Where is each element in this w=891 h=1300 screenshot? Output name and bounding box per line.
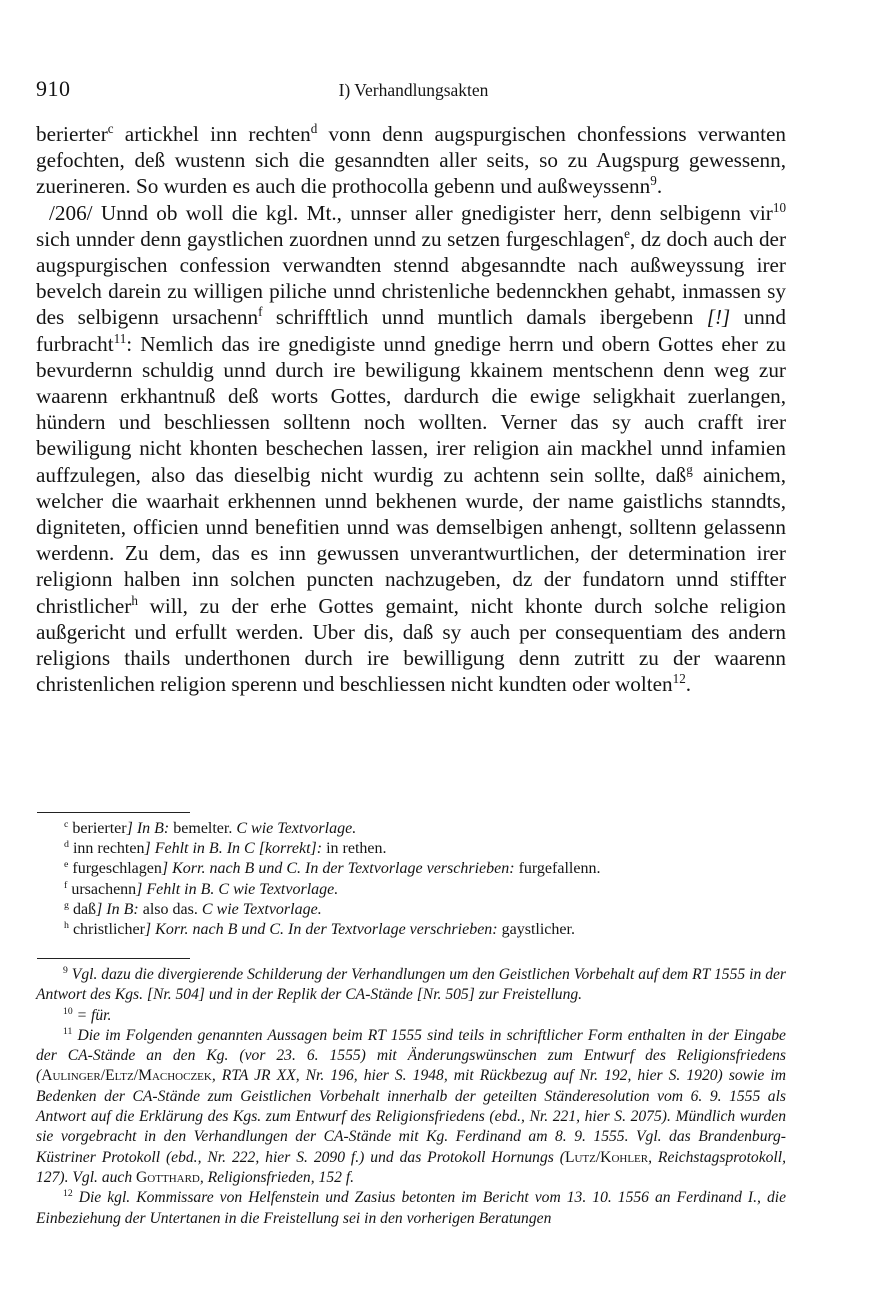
footnote-ref[interactable]: 9 [650,173,657,189]
footnote-number: 10 [63,1005,73,1017]
footnote-11 [36,1026,786,1188]
footnote-number: 12 [63,1188,73,1200]
variant-mark: h [131,592,138,608]
apparatus-mark: d [64,839,69,851]
text-segment: , dz doch auch der augspurgischen confession verwandten stennd abgesanndte nach außweyssung irer bevelch darein zu willigen piliche unnd christenliche bedennckhen gehabt, inmassen sy des selbigenn ursachenn [36,226,786,330]
author-names: Lutz/Kohler [564,1148,649,1166]
footnote-ref[interactable]: 12 [672,671,686,687]
text-segment: . [685,672,692,697]
footnote-rule [37,812,190,813]
footnote-text: Die kgl. Kommissare von Helfenstein und Zasius betonten im Bericht vom 13. 10. 1556 an Ferdinand I., die Einbeziehung der Untertanen in die Freistellung sei in den vorherigen Beratungen [36,1189,786,1227]
running-title: I) Verhandlungsakten [338,80,489,100]
footnote-text: , Reichstagsprotokoll, 127). Vgl. auch [36,1148,786,1186]
apparatus-note: Korr. nach B und C. In der Textvorlage verschrieben: [155,921,498,939]
footnote-text: Vgl. dazu die divergierende Schilderung der Verhandlungen um den Geistlichen Vorbehalt auf dem RT 1555 in der Antwort des Kgs. [Nr. 504] und in der Replik der CA-Stände [Nr. 505] zur Freistellung. [36,966,786,1004]
apparatus-lemma: inn rechten [72,840,145,858]
paragraph-2 [36,200,786,698]
variant-mark: c [107,120,114,136]
text-segment: will, zu der erhe Gottes gemaint, nicht khonte durch solche religion außgericht und erfullt werden. Uber dis, daß sy auch per consequentiam des andern religions thails underthonen durch ire bewilligung denn zutritt zu der waarenn christenlichen religion sperenn und beschliessen nicht kundten oder wolten [36,593,786,697]
apparatus-lemma: furgeschlagen [72,860,162,878]
apparatus-list [36,819,786,940]
variant-mark: d [310,120,318,136]
apparatus-mark: h [64,919,69,931]
author-names: Aulinger/Eltz/Machoczek [41,1067,212,1085]
apparatus-note: Korr. nach B und C. In der Textvorlage verschrieben: [172,860,515,878]
variant-mark: e [624,225,630,241]
text-segment: berierter [36,122,108,146]
apparatus-mark: f [64,879,68,891]
apparatus-reading: bemelter. [173,820,233,837]
text-segment: sich unnder denn gaystlichen zuordnen unnd zu setzen furgeschlagen [36,226,625,251]
text-segment: : Nemlich das ire gnedigiste unnd gnedige herrn und obern Gottes eher zu bevurdernn schuldig unnd durch ire bewiligung kkainem mentschenn denn weg zur waarenn erkhantnuß deß worts Gottes, dardurch die ewige seligkhait zuerlangen, hündern und beschliessen solltenn noch wollten. Verner das sy auch crafft irer bewiligung nicht khonten beschechen lassen, irer religion ain mackhel unnd infamien auffzulegen, also das dieselbig nicht wurdig zu achtenn sein sollte, daß [36,331,786,487]
variant-mark: g [686,461,693,477]
apparatus-note: In B: [106,900,139,918]
footnote-text: Die im Folgenden genannten Aussagen beim RT 1555 sind teils in schriftlicher Form enthalten in der Eingabe der CA-Stände an den Kg. (vor 23. 6. 1555) mit Änderungswünschen zum Entwurf des Religionsfriedens ( [36,1026,786,1085]
text-segment: vonn denn augspurgischen chonfessions verwanten gefochten, deß wustenn sich die gesanndten aller seits, so zu Augspurg gewessenn, zuerineren. So wurden es auch die prothocolla gebenn und außweyssenn [36,122,787,199]
footnote-text: , RTA JR XX, Nr. 196, hier S. 1948, mit Rückbezug auf Nr. 192, hier S. 1920) sowie im Bedenken der CA-Stände zum Geistlichen Vorbehalt innerhalb der geteilten Ständeresolution vom 6. 9. 1555 als Antwort auf die Erklärung des Kgs. zum Entwurf des Religionsfriedens (ebd., Nr. 221, hier S. 2075). Mündlich wurden sie vorgebracht in den Verhandlungen der CA-Stände mit Kg. Ferdinand am 8. 9. 1555. Vgl. das Brandenburg-Küstriner Protokoll (ebd., Nr. 222, hier S. 2090 f.) und das Protokoll Hornungs ( [36,1067,786,1166]
footnote-10 [36,1006,786,1026]
apparatus-lemma: ursachenn [71,880,137,898]
text-segment: unnd furbracht [36,305,786,356]
footnote-9 [36,965,786,1006]
page-header [36,76,791,106]
text-segment: . [656,174,663,199]
apparatus-lemma: berierter [72,820,127,837]
footnotes [36,958,786,1229]
author-names: Gotthard [136,1168,200,1186]
apparatus-entry: $^c$ berierter] In B: bemelter. C wie Textvorlage. [64,818,357,837]
paragraph-1 [36,121,786,200]
apparatus-note: Fehlt in B. C wie Textvorlage. [146,880,339,898]
apparatus-entry: $^d$ inn rechten] Fehlt in B. In C [korrekt]: in rethen. [64,839,387,858]
text-apparatus [36,812,786,940]
text-segment: /206/ Unnd ob woll die kgl. Mt., unnser aller gnedigister herr, denn selbigenn vir [49,200,773,225]
footnote-ref[interactable]: 10 [772,199,786,215]
footnote-text: = für. [76,1006,112,1024]
main-text [36,121,786,697]
footnote-text: , Religionsfrieden, 152 f. [199,1168,355,1186]
footnote-12 [36,1188,786,1229]
apparatus-reading: in rethen. [326,840,387,858]
text-segment: schrifftlich unnd muntlich damals ibergebenn [262,305,707,330]
editorial-mark: [!] [706,305,731,330]
apparatus-mark: c [64,818,69,830]
text-segment: ainichem, welcher die waarhait erkhennen unnd bekhenen wurde, der name gaistlichs stanndts, digniteten, officien unnd benefitien unnd was demselbigen anhengt, solltenn gelassenn werdenn. Zu dem, das es inn gewussen unverantwurtlichen, der determination irer religionn halben inn solchen puncten nachzugeben, dz der fundatorn unnd stiffter christlicher [36,462,786,618]
apparatus-mark: e [64,859,69,871]
apparatus-note: Fehlt in B. In C [korrekt]: [154,840,323,858]
footnote-number: 11 [63,1025,73,1037]
apparatus-reading: gaystlicher. [501,921,575,939]
apparatus-mark: g [64,899,69,911]
apparatus-lemma: daß [72,900,97,918]
apparatus-note: C wie Textvorlage. [201,900,322,918]
apparatus-note: In B: [136,820,170,837]
apparatus-reading: furgefallenn. [518,860,601,878]
footnote-number: 9 [63,965,68,977]
footnote-ref[interactable]: 11 [113,330,127,346]
apparatus-entry: $^h$ christlicher] Korr. nach B und C. In der Textvorlage verschrieben: gaystlicher. [64,919,575,939]
apparatus-reading: also das. [142,900,198,918]
page-number: 910 [36,76,71,101]
apparatus-entry: $^g$ daß] In B: also das. C wie Textvorlage. [64,899,322,918]
apparatus-lemma: christlicher [72,921,145,939]
variant-mark: f [258,304,263,320]
apparatus-note: C wie Textvorlage. [236,820,357,837]
footnote-rule [37,958,190,959]
apparatus-entry: $^f$ ursachenn] Fehlt in B. C wie Textvorlage. [64,879,339,898]
text-segment: artickhel inn rechten [113,122,311,146]
apparatus-entry: $^e$ furgeschlagen] Korr. nach B und C. In der Textvorlage verschrieben: furgefallenn. [64,859,601,878]
